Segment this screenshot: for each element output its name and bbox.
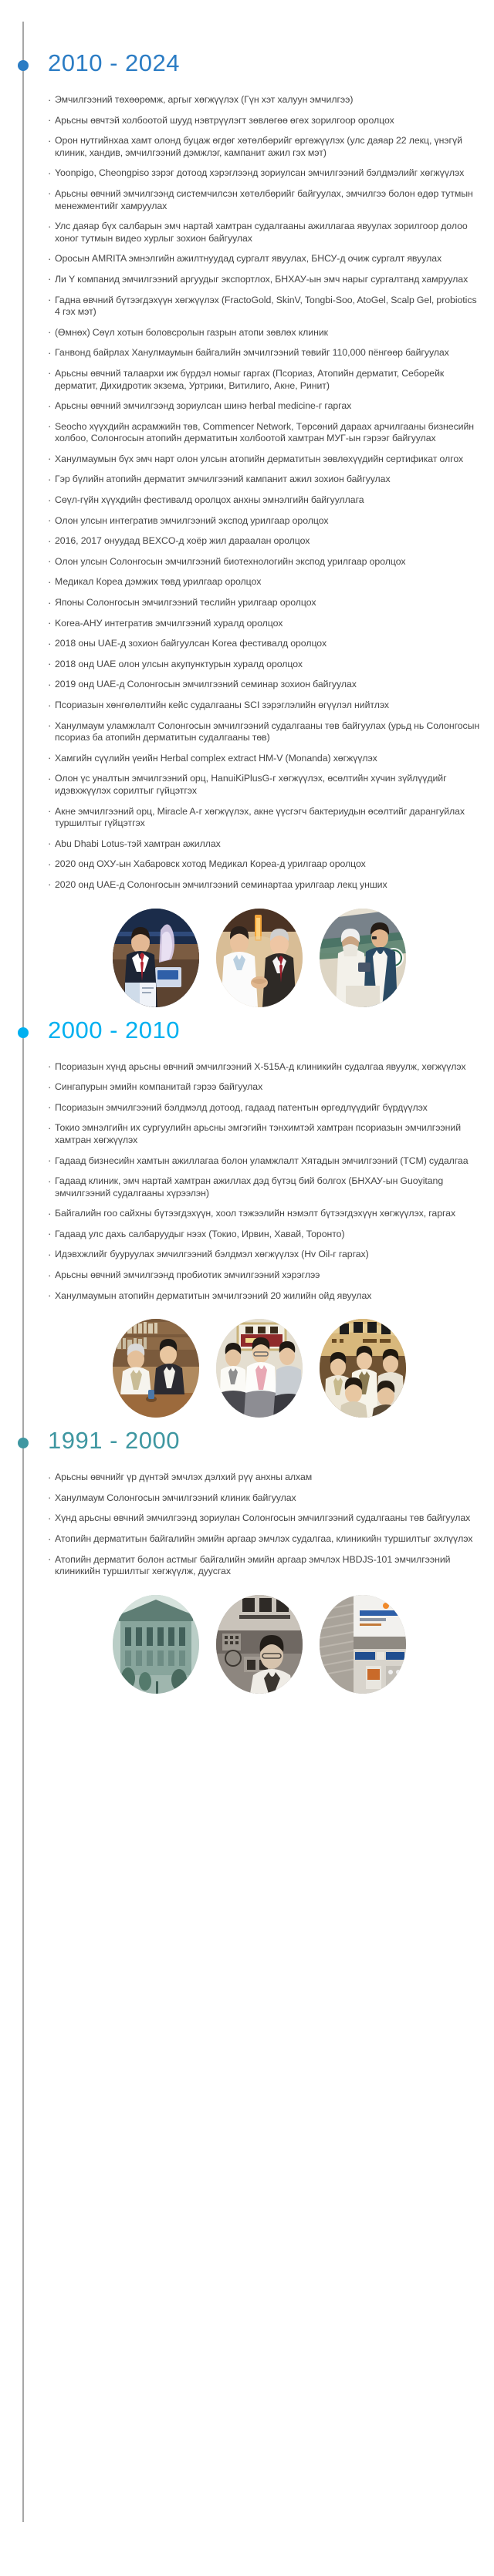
era-header [0, 1425, 494, 1461]
photo-eu-yan-sang [216, 1319, 303, 1418]
era-bullet-list [0, 1061, 494, 1303]
era-title: 2000 - 2010 [48, 1016, 180, 1044]
timeline-era-2010-2024 [0, 48, 494, 1007]
list-item: · Ли Y компанид эмчилгээний аргуудыг экспортлох, БНХАУ-ын эмч нарыг сургалтанд хамруулах [48, 274, 483, 286]
list-item: · Yoonpigo, Cheongpiso зэрэг дотоод хэрэглээнд зориулсан эмчилгээний бэлдмэлийг хөгжүүлэх [48, 167, 483, 180]
list-item: · Ханулмаум Солонгосын эмчилгээний клиник байгуулах [48, 1492, 483, 1505]
timeline-dot-icon [18, 60, 29, 71]
era-photo-row [0, 1319, 494, 1418]
list-item: · Ханулмаум уламжлалт Солонгосын эмчилгээний судалгааны төв байгуулах (урьд нь Солонгосын псориаз ба атопийн дерматитын судалгааны төв) [48, 720, 483, 744]
era-header [0, 1015, 494, 1050]
era-title: 2010 - 2024 [48, 49, 180, 76]
list-item: · Эмчилгээний төхөөрөмж, аргыг хөгжүүлэх (Гүн хэт халуун эмчилгээ) [48, 94, 483, 106]
timeline-dot-icon [18, 1438, 29, 1448]
photo-handshake-clinic [216, 909, 303, 1007]
timeline-era-2000-2010 [0, 1015, 494, 1418]
list-item: · Идэвхжлийг бууруулах эмчилгээний бэлдмэл хөгжүүлэх (Hv Oil-г гаргах) [48, 1249, 483, 1261]
photo-kyunghee-signboard [216, 1595, 303, 1694]
photo-clinic-building [320, 1595, 406, 1694]
list-item: · Токио эмнэлгийн их сургуулийн арьсны эмгэгийн тэнхимтэй хамтран псориазын эмчилгээний хамтран хөгжүүлэх [48, 1122, 483, 1146]
list-item: · Медикал Кореа дэмжих төвд урилгаар оролцох [48, 576, 483, 588]
list-item: · Хүнд арьсны өвчний эмчилгээнд зориулан Солонгосын эмчилгээний судалгааны төв байгуулах [48, 1512, 483, 1525]
list-item: · Арьсны өвчний эмчилгээнд системчилсэн хөтөлбөрийг байгуулах, эмчилгээ болон өдөр тутмын менежментийг хамруулах [48, 188, 483, 212]
photo-library-meeting [113, 1319, 199, 1418]
list-item: · Арьсны өвчний талаархи иж бүрдэл номыг гаргах (Псориаз, Атопийн дерматит, Себорейк дерматит, Дихидротик экзема, Уртрики, Витилиго, Акне, Ринит) [48, 368, 483, 392]
list-item: · Сөүл-гүйн хүүхдийн фестивалд оролцох анхны эмнэлгийн байгууллага [48, 494, 483, 507]
list-item: · Арьсны өвчнийг үр дүнтэй эмчлэх дэлхий рүү анхны алхам [48, 1472, 483, 1484]
list-item: · Гадаад улс дахь салбаруудыг нээх (Токио, Ирвин, Хавай, Торонто) [48, 1229, 483, 1241]
list-item: · Ханулмаумын атопийн дерматитын эмчилгээний 20 жилийн ойд явуулах [48, 1290, 483, 1303]
era-photo-row [0, 909, 494, 1007]
list-item: · Ханулмаумын бүх эмч нарт олон улсын атопийн дерматитын зөвлөхүүдийн сертификат олгох [48, 453, 483, 466]
list-item: · 2018 онд UAE олон улсын акупунктурын хуралд оролцох [48, 659, 483, 671]
list-item: · Олон улсын интегратив эмчилгээний экспод урилгаар оролцох [48, 515, 483, 528]
era-bullet-list [0, 94, 494, 892]
list-item: · Акне эмчилгээний орц, Miracle A-г хөгжүүлэх, акне үүсгэгч бактериудын өсөлтийг дарангуйлах туршилтыг гүйцэтгэх [48, 806, 483, 830]
timeline-era-1991-2000 [0, 1425, 494, 1694]
timeline-dot-icon [18, 1027, 29, 1038]
list-item: · Атопийн дерматитын байгалийн эмийн аргаар эмчлэх судалгаа, клиникийн туршилтыг эхлүүлэх [48, 1533, 483, 1546]
list-item: · 2019 онд UAE-д Солонгосын эмчилгээний семинар зохион байгуулах [48, 679, 483, 691]
list-item: · Атопийн дерматит болон астмыг байгалийн эмийн аргаар эмчлэх HBDJS-101 эмчилгээний клиникийн туршилтыг хөгжүүлж, дуусгах [48, 1554, 483, 1578]
list-item: · Ганвонд байрлах Ханулмаумын байгалийн эмчилгээний төвийг 110,000 пёнгөөр байгуулах [48, 347, 483, 359]
list-item: · Гадаад клиник, эмч нартай хамтран ажиллах дэд бүтэц бий болгох (БНХАУ-ын Guoyitang эмчилгээний судалгааны хүрээлэн) [48, 1175, 483, 1199]
list-item: · Арьсны өвчтэй холбоотой шууд нэвтрүүлэгт зөвлөгөө өгөх зорилгоор оролцох [48, 115, 483, 127]
list-item: · Олон улсын Солонгосын эмчилгээний биотехнологийн экспод урилгаар оролцох [48, 556, 483, 568]
list-item: · 2020 онд UAE-д Солонгосын эмчилгээний семинартаа урилгаар лекц унших [48, 879, 483, 892]
era-header [0, 48, 494, 83]
list-item: · Арьсны өвчний эмчилгээнд зориулсан шинэ herbal medicine-г гаргах [48, 400, 483, 413]
list-item: · Seocho хүүхдийн асрамжийн төв, Commencer Network, Төрсөний дараах арчилгааны бизнесийн холбоо, Солонгосын атопийн дерматитын холбоотой хамтран МУГ-ын гэрээг байгуулах [48, 421, 483, 445]
list-item: · Псориазын хөнгөлөлтийн кейс судалгааны SCI зэрэглэлийн өгүүлэл нийтлэх [48, 700, 483, 712]
list-item: · Псориазын эмчилгээний бэлдмэлд дотоод, гадаад патентын өргөдлүүдийг бүрдүүлэх [48, 1102, 483, 1114]
list-item: · Гэр бүлийн атопийн дерматит эмчилгээний кампанит ажил зохион байгуулах [48, 474, 483, 486]
photo-old-university [113, 1595, 199, 1694]
list-item: · Японы Солонгосын эмчилгээний төслийн урилгаар оролцох [48, 597, 483, 609]
list-item: · Орон нутгийнхаа хамт олонд буцаж өгдөг хөтөлбөрийг өргөжүүлэх (улс даяар 22 лекц, үнэгүй клиник, хандив, эмчилгээний дэмжлэг, кампанит ажил гэх мэт) [48, 135, 483, 159]
list-item: · 2020 онд ОХУ-ын Хабаровск хотод Медикал Кореа-д урилгаар оролцох [48, 858, 483, 871]
era-bullet-list [0, 1472, 494, 1578]
list-item: · Олон үс уналтын эмчилгээний орц, HanuiKiPlusG-г хөгжүүлэх, өсөлтийн хүчин зүйлүүдийг идэвхжүүлэх сорилтыг гүйцэтгэх [48, 773, 483, 797]
era-title: 1991 - 2000 [48, 1427, 180, 1455]
list-item: · Сингапурын эмийн компанитай гэрээ байгуулах [48, 1081, 483, 1094]
photo-beijing-group [320, 1319, 406, 1418]
list-item: · (Өмнөх) Сөүл хотын боловсролын газрын атопи зөвлөх клиник [48, 327, 483, 339]
photo-uae-award [320, 909, 406, 1007]
era-photo-row [0, 1595, 494, 1694]
list-item: · Арьсны өвчний эмчилгээнд пробиотик эмчилгээний хэрэглээ [48, 1269, 483, 1282]
list-item: · Хамгийн сүүлийн үеийн Herbal complex extract HM-V (Monanda) хөгжүүлэх [48, 753, 483, 765]
photo-award-ceremony [113, 909, 199, 1007]
list-item: · Байгалийн гоо сайхны бүтээгдэхүүн, хоол тэжээлийн нэмэлт бүтээгдэхүүн хөгжүүлэх, гаргах [48, 1208, 483, 1220]
list-item: · Гадна өвчний бүтээгдэхүүн хөгжүүлэх (FractoGold, SkinV, Tongbi-Soo, AtoGel, Scalp Gel, probiotics 4 гэх мэт) [48, 295, 483, 319]
list-item: · Korea-АНУ интегратив эмчилгээний хуралд оролцох [48, 618, 483, 630]
list-item: · Улс даяар бүх салбарын эмч нартай хамтран судалгааны ажиллагаа явуулах зорилгоор долоо хоног тутмын видео хурлыг зохион байгуулах [48, 221, 483, 244]
list-item: · Псориазын хүнд арьсны өвчний эмчилгээний X-515A-д клиникийн судалгаа явуулж, хөгжүүлэх [48, 1061, 483, 1074]
list-item: · Гадаад бизнесийн хамтын ажиллагаа болон уламжлалт Хятадын эмчилгээний (TCM) судалгаа [48, 1155, 483, 1168]
list-item: · 2018 оны UAE-д зохион байгуулсан Korea фестивалд оролцох [48, 638, 483, 650]
list-item: · Abu Dhabi Lotus-тэй хамтран ажиллах [48, 838, 483, 851]
list-item: · Оросын AMRITA эмнэлгийн ажилтнуудад сургалт явуулах, БНСУ-д очиж сургалт явуулах [48, 253, 483, 265]
list-item: · 2016, 2017 онуудад BEXCO-д хоёр жил дараалан оролцох [48, 535, 483, 548]
